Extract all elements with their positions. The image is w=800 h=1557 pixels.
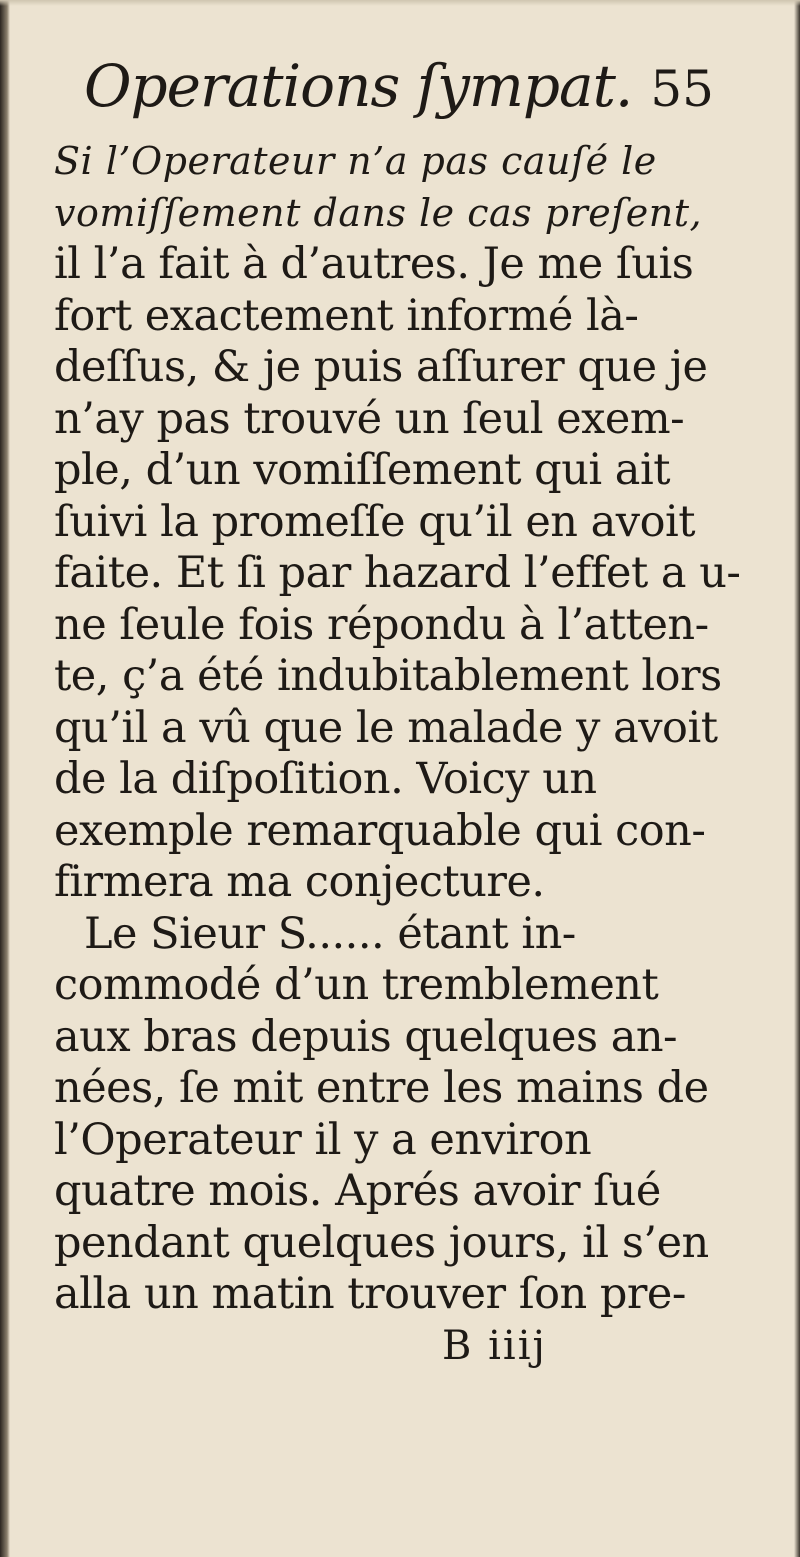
text-line: ne ſeule fois répondu à l’atten- (54, 599, 709, 650)
text-line: commodé d’un tremblement (54, 960, 659, 1010)
text-line: exemple remarquable qui con- (54, 805, 706, 856)
page-top-edge (0, 0, 800, 6)
text-line: ſuivi la promeſſe qu’il en avoit (54, 496, 695, 547)
page-edge (794, 0, 800, 1557)
binding-edge (0, 0, 10, 1557)
text-line: aux bras depuis quelques an- (54, 1011, 678, 1062)
text-line: ple, d’un vomiſſement qui ait (54, 445, 670, 495)
text-line: qu’il a vû que le malade y avoit (54, 702, 718, 753)
text-line: l’Operateur il y a environ (54, 1114, 592, 1165)
text-line: de la diſpoſition. Voicy un (54, 754, 597, 804)
paragraph-start-line: Le Sieur S...... étant in- (84, 908, 576, 959)
text-line: te, ç’a été indubitablement lors (54, 651, 722, 701)
page-number: 55 (650, 60, 714, 118)
running-head-title: Operations ſympat. (84, 52, 633, 120)
text-line: n’ay pas trouvé un ſeul exem- (54, 393, 685, 444)
text-line: Si l’Operateur n’a pas cauſé le (54, 139, 657, 183)
text-line: fort exactement informé là- (54, 290, 639, 341)
signature-mark: B iiij (442, 1322, 547, 1369)
text-line: pendant quelques jours, il s’en (54, 1217, 709, 1268)
text-line: firmera ma conjecture. (54, 857, 545, 907)
text-block (54, 52, 741, 1371)
text-line: deſſus, & je puis aſſurer que je (54, 342, 708, 392)
text-line: il l’a fait à d’autres. Je me ſuis (54, 239, 694, 289)
running-head (84, 52, 714, 136)
text-line: quatre mois. Aprés avoir ſué (54, 1166, 661, 1216)
text-line: nées, ſe mit entre les mains de (54, 1063, 709, 1113)
text-line: faite. Et ſi par hazard l’effet a u- (54, 548, 741, 598)
text-line: alla un matin trouver ſon pre- (54, 1269, 686, 1319)
text-line: vomiſſement dans le cas preſent, (54, 190, 703, 235)
